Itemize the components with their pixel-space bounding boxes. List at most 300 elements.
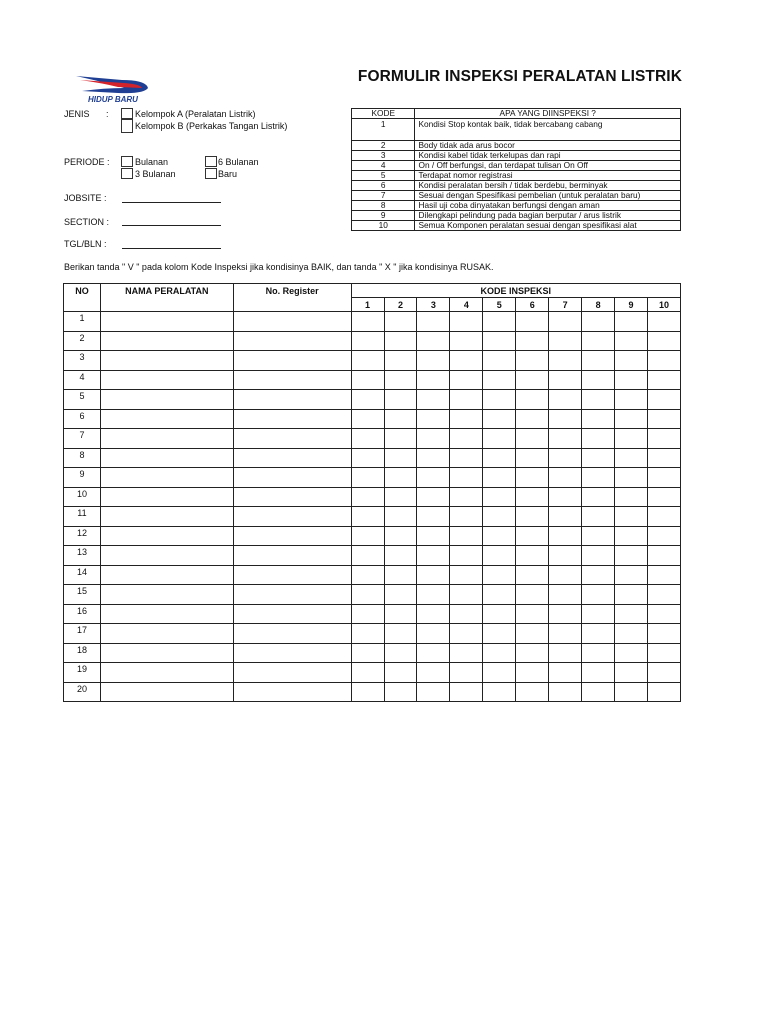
kode-inspeksi-cell[interactable] bbox=[516, 351, 549, 371]
row-number: 2 bbox=[64, 331, 101, 351]
kode-inspeksi-cell[interactable] bbox=[483, 546, 516, 566]
kode-inspeksi-cell[interactable] bbox=[582, 312, 615, 332]
kode-inspeksi-cell[interactable] bbox=[351, 331, 384, 351]
nama-peralatan-cell[interactable] bbox=[100, 487, 233, 507]
kode-inspeksi-cell[interactable] bbox=[384, 585, 417, 605]
kode-inspeksi-cell[interactable] bbox=[450, 409, 483, 429]
instruction-note: Berikan tanda " V " pada kolom Kode Inspeksi jika kondisinya BAIK, dan tanda " X " jika kondisinya RUSAK. bbox=[64, 262, 494, 272]
kode-desc: Hasil uji coba dinyatakan berfungsi dengan aman bbox=[415, 201, 681, 211]
kode-inspeksi-cell[interactable] bbox=[615, 526, 648, 546]
kode-inspeksi-cell[interactable] bbox=[384, 663, 417, 683]
kode-inspeksi-header: KODE INSPEKSI bbox=[351, 284, 680, 298]
kode-col-header: 7 bbox=[549, 298, 582, 312]
kode-inspeksi-cell[interactable] bbox=[615, 370, 648, 390]
kode-inspeksi-cell[interactable] bbox=[615, 546, 648, 566]
kode-inspeksi-cell[interactable] bbox=[648, 663, 681, 683]
tglbln-label: TGL/BLN : bbox=[64, 239, 107, 249]
kode-inspeksi-cell[interactable] bbox=[483, 409, 516, 429]
nama-peralatan-cell[interactable] bbox=[100, 643, 233, 663]
kode-inspeksi-cell[interactable] bbox=[582, 526, 615, 546]
row-number: 13 bbox=[64, 546, 101, 566]
kode-inspeksi-cell[interactable] bbox=[384, 526, 417, 546]
kode-inspeksi-cell[interactable] bbox=[417, 682, 450, 702]
kode-inspeksi-cell[interactable] bbox=[516, 604, 549, 624]
kode-inspeksi-cell[interactable] bbox=[582, 604, 615, 624]
kode-inspeksi-cell[interactable] bbox=[615, 487, 648, 507]
kode-inspeksi-cell[interactable] bbox=[516, 682, 549, 702]
periode-3-bulanan-checkbox[interactable] bbox=[121, 168, 133, 179]
kode-inspeksi-cell[interactable] bbox=[417, 429, 450, 449]
no-register-cell[interactable] bbox=[233, 682, 351, 702]
nama-peralatan-cell[interactable] bbox=[100, 312, 233, 332]
kode-inspeksi-cell[interactable] bbox=[615, 312, 648, 332]
kode-inspeksi-cell[interactable] bbox=[483, 429, 516, 449]
kode-inspeksi-cell[interactable] bbox=[450, 448, 483, 468]
kode-inspeksi-cell[interactable] bbox=[648, 624, 681, 644]
kode-inspeksi-cell[interactable] bbox=[384, 429, 417, 449]
row-number: 3 bbox=[64, 351, 101, 371]
kode-inspeksi-cell[interactable] bbox=[615, 448, 648, 468]
kode-inspeksi-cell[interactable] bbox=[483, 331, 516, 351]
kode-inspeksi-cell[interactable] bbox=[483, 604, 516, 624]
kode-col-header: 5 bbox=[483, 298, 516, 312]
no-register-cell[interactable] bbox=[233, 585, 351, 605]
kode-inspeksi-cell[interactable] bbox=[648, 585, 681, 605]
kode-inspeksi-cell[interactable] bbox=[516, 390, 549, 410]
section-input-line[interactable] bbox=[122, 225, 221, 226]
table-row bbox=[64, 663, 681, 683]
kode-inspeksi-cell[interactable] bbox=[450, 546, 483, 566]
kode-inspeksi-cell[interactable] bbox=[516, 487, 549, 507]
kode-col-header: 9 bbox=[615, 298, 648, 312]
table-row bbox=[64, 507, 681, 527]
kode-inspeksi-cell[interactable] bbox=[615, 682, 648, 702]
kode-inspeksi-cell[interactable] bbox=[582, 643, 615, 663]
kode-inspeksi-cell[interactable] bbox=[648, 390, 681, 410]
kode-inspeksi-cell[interactable] bbox=[582, 624, 615, 644]
kode-inspeksi-cell[interactable] bbox=[549, 624, 582, 644]
no-register-cell[interactable] bbox=[233, 604, 351, 624]
kode-inspeksi-cell[interactable] bbox=[351, 390, 384, 410]
kode-inspeksi-cell[interactable] bbox=[549, 370, 582, 390]
kode-inspeksi-cell[interactable] bbox=[516, 448, 549, 468]
kode-inspeksi-cell[interactable] bbox=[417, 331, 450, 351]
nama-peralatan-cell[interactable] bbox=[100, 390, 233, 410]
kode-inspeksi-cell[interactable] bbox=[384, 390, 417, 410]
kode-inspeksi-cell[interactable] bbox=[384, 565, 417, 585]
kode-inspeksi-cell[interactable] bbox=[450, 624, 483, 644]
table-row bbox=[64, 624, 681, 644]
kode-inspeksi-cell[interactable] bbox=[582, 585, 615, 605]
kode-inspeksi-cell[interactable] bbox=[417, 565, 450, 585]
jobsite-label: JOBSITE : bbox=[64, 193, 107, 203]
kode-inspeksi-cell[interactable] bbox=[615, 663, 648, 683]
jenis-colon: : bbox=[106, 109, 109, 119]
kode-inspeksi-cell[interactable] bbox=[450, 507, 483, 527]
kode-inspeksi-cell[interactable] bbox=[516, 585, 549, 605]
table-row bbox=[64, 585, 681, 605]
kode-inspeksi-cell[interactable] bbox=[384, 546, 417, 566]
periode-baru-checkbox[interactable] bbox=[205, 168, 217, 179]
tglbln-input-line[interactable] bbox=[122, 248, 221, 249]
kode-inspeksi-cell[interactable] bbox=[351, 409, 384, 429]
no-register-cell[interactable] bbox=[233, 643, 351, 663]
kode-inspeksi-cell[interactable] bbox=[483, 624, 516, 644]
kode-inspeksi-cell[interactable] bbox=[450, 643, 483, 663]
kode-inspeksi-cell[interactable] bbox=[549, 585, 582, 605]
kode-inspeksi-cell[interactable] bbox=[615, 331, 648, 351]
kode-inspeksi-cell[interactable] bbox=[582, 507, 615, 527]
kode-inspeksi-cell[interactable] bbox=[351, 546, 384, 566]
kode-inspeksi-cell[interactable] bbox=[648, 370, 681, 390]
kode-inspeksi-cell[interactable] bbox=[615, 351, 648, 371]
kode-inspeksi-cell[interactable] bbox=[417, 507, 450, 527]
kode-inspeksi-cell[interactable] bbox=[516, 624, 549, 644]
kode-inspeksi-cell[interactable] bbox=[384, 312, 417, 332]
kode-cell: 9 bbox=[352, 211, 415, 221]
kode-inspeksi-cell[interactable] bbox=[615, 409, 648, 429]
kode-inspeksi-cell[interactable] bbox=[516, 370, 549, 390]
kode-inspeksi-cell[interactable] bbox=[483, 643, 516, 663]
kode-inspeksi-cell[interactable] bbox=[351, 585, 384, 605]
kode-inspeksi-cell[interactable] bbox=[483, 390, 516, 410]
kode-inspeksi-cell[interactable] bbox=[549, 487, 582, 507]
kode-inspeksi-cell[interactable] bbox=[351, 526, 384, 546]
row-number: 9 bbox=[64, 468, 101, 488]
kode-inspeksi-cell[interactable] bbox=[483, 468, 516, 488]
kode-inspeksi-cell[interactable] bbox=[450, 331, 483, 351]
kode-inspeksi-cell[interactable] bbox=[450, 682, 483, 702]
kode-inspeksi-cell[interactable] bbox=[351, 487, 384, 507]
kode-inspeksi-cell[interactable] bbox=[549, 468, 582, 488]
no-register-cell[interactable] bbox=[233, 468, 351, 488]
kode-inspeksi-cell[interactable] bbox=[417, 546, 450, 566]
kode-inspeksi-cell[interactable] bbox=[384, 624, 417, 644]
kode-inspeksi-cell[interactable] bbox=[417, 370, 450, 390]
nama-peralatan-cell[interactable] bbox=[100, 409, 233, 429]
periode-6-bulanan-checkbox[interactable] bbox=[205, 156, 217, 167]
no-register-cell[interactable] bbox=[233, 429, 351, 449]
kode-inspeksi-cell[interactable] bbox=[549, 390, 582, 410]
kode-inspeksi-cell[interactable] bbox=[450, 312, 483, 332]
table-row bbox=[64, 643, 681, 663]
kode-inspeksi-cell[interactable] bbox=[648, 526, 681, 546]
kode-cell: 6 bbox=[352, 181, 415, 191]
no-register-cell[interactable] bbox=[233, 526, 351, 546]
kode-inspeksi-cell[interactable] bbox=[417, 663, 450, 683]
kode-inspeksi-cell[interactable] bbox=[648, 448, 681, 468]
kode-inspeksi-cell[interactable] bbox=[516, 507, 549, 527]
no-header: NO bbox=[64, 284, 101, 312]
kode-inspeksi-cell[interactable] bbox=[417, 351, 450, 371]
kode-inspeksi-cell[interactable] bbox=[483, 507, 516, 527]
no-register-cell[interactable] bbox=[233, 507, 351, 527]
jenis-option-b-checkbox[interactable] bbox=[121, 119, 133, 133]
nama-peralatan-cell[interactable] bbox=[100, 585, 233, 605]
kode-inspeksi-cell[interactable] bbox=[351, 624, 384, 644]
kode-inspeksi-cell[interactable] bbox=[483, 312, 516, 332]
no-register-cell[interactable] bbox=[233, 370, 351, 390]
no-register-cell[interactable] bbox=[233, 409, 351, 429]
kode-inspeksi-cell[interactable] bbox=[417, 312, 450, 332]
kode-inspeksi-cell[interactable] bbox=[351, 312, 384, 332]
kode-inspeksi-cell[interactable] bbox=[648, 351, 681, 371]
no-register-cell[interactable] bbox=[233, 546, 351, 566]
kode-inspeksi-cell[interactable] bbox=[483, 663, 516, 683]
kode-cell: 8 bbox=[352, 201, 415, 211]
kode-inspeksi-cell[interactable] bbox=[417, 585, 450, 605]
nama-peralatan-cell[interactable] bbox=[100, 604, 233, 624]
kode-inspeksi-cell[interactable] bbox=[450, 604, 483, 624]
kode-inspeksi-cell[interactable] bbox=[417, 643, 450, 663]
no-register-cell[interactable] bbox=[233, 390, 351, 410]
kode-inspeksi-cell[interactable] bbox=[450, 487, 483, 507]
kode-inspeksi-cell[interactable] bbox=[450, 565, 483, 585]
kode-inspeksi-cell[interactable] bbox=[384, 409, 417, 429]
kode-inspeksi-cell[interactable] bbox=[351, 507, 384, 527]
kode-inspeksi-cell[interactable] bbox=[384, 448, 417, 468]
kode-inspeksi-cell[interactable] bbox=[615, 429, 648, 449]
kode-inspeksi-cell[interactable] bbox=[483, 351, 516, 371]
kode-inspeksi-cell[interactable] bbox=[351, 682, 384, 702]
kode-inspeksi-cell[interactable] bbox=[384, 643, 417, 663]
kode-inspeksi-cell[interactable] bbox=[450, 663, 483, 683]
kode-inspeksi-cell[interactable] bbox=[648, 682, 681, 702]
kode-inspeksi-cell[interactable] bbox=[450, 390, 483, 410]
row-number: 16 bbox=[64, 604, 101, 624]
kode-inspeksi-cell[interactable] bbox=[615, 624, 648, 644]
kode-inspeksi-cell[interactable] bbox=[483, 370, 516, 390]
periode-bulanan-checkbox[interactable] bbox=[121, 156, 133, 167]
kode-col-header: 10 bbox=[648, 298, 681, 312]
kode-inspeksi-cell[interactable] bbox=[615, 390, 648, 410]
no-register-cell[interactable] bbox=[233, 487, 351, 507]
kode-inspeksi-cell[interactable] bbox=[516, 429, 549, 449]
kode-inspeksi-cell[interactable] bbox=[516, 565, 549, 585]
kode-col-header: 4 bbox=[450, 298, 483, 312]
nama-peralatan-cell[interactable] bbox=[100, 468, 233, 488]
kode-inspeksi-cell[interactable] bbox=[384, 468, 417, 488]
kode-inspeksi-cell[interactable] bbox=[648, 565, 681, 585]
kode-desc: Kondisi kabel tidak terkelupas dan rapi bbox=[415, 151, 681, 161]
kode-inspeksi-cell[interactable] bbox=[483, 448, 516, 468]
kode-inspeksi-cell[interactable] bbox=[516, 526, 549, 546]
kode-inspeksi-cell[interactable] bbox=[516, 331, 549, 351]
no-register-cell[interactable] bbox=[233, 351, 351, 371]
kode-inspeksi-cell[interactable] bbox=[582, 682, 615, 702]
kode-inspeksi-cell[interactable] bbox=[582, 663, 615, 683]
kode-inspeksi-cell[interactable] bbox=[549, 565, 582, 585]
kode-inspeksi-cell[interactable] bbox=[615, 565, 648, 585]
kode-inspeksi-cell[interactable] bbox=[549, 312, 582, 332]
kode-inspeksi-cell[interactable] bbox=[516, 663, 549, 683]
kode-inspeksi-cell[interactable] bbox=[417, 468, 450, 488]
kode-inspeksi-cell[interactable] bbox=[417, 526, 450, 546]
jobsite-input-line[interactable] bbox=[122, 202, 221, 203]
kode-inspeksi-cell[interactable] bbox=[384, 370, 417, 390]
kode-inspeksi-cell[interactable] bbox=[648, 468, 681, 488]
jenis-option-a-checkbox[interactable] bbox=[121, 108, 133, 119]
kode-inspeksi-cell[interactable] bbox=[516, 643, 549, 663]
kode-cell: 4 bbox=[352, 161, 415, 171]
no-register-cell[interactable] bbox=[233, 312, 351, 332]
nama-peralatan-cell[interactable] bbox=[100, 351, 233, 371]
kode-inspeksi-cell[interactable] bbox=[384, 351, 417, 371]
kode-inspeksi-cell[interactable] bbox=[648, 604, 681, 624]
no-register-cell[interactable] bbox=[233, 565, 351, 585]
kode-inspeksi-cell[interactable] bbox=[417, 487, 450, 507]
kode-inspeksi-cell[interactable] bbox=[516, 409, 549, 429]
kode-inspeksi-cell[interactable] bbox=[582, 429, 615, 449]
form-title: FORMULIR INSPEKSI PERALATAN LISTRIK bbox=[357, 68, 682, 85]
kode-inspeksi-cell[interactable] bbox=[483, 487, 516, 507]
kode-inspeksi-cell[interactable] bbox=[450, 585, 483, 605]
kode-inspeksi-cell[interactable] bbox=[582, 351, 615, 371]
kode-inspeksi-cell[interactable] bbox=[615, 604, 648, 624]
kode-inspeksi-cell[interactable] bbox=[648, 546, 681, 566]
nama-peralatan-cell[interactable] bbox=[100, 624, 233, 644]
kode-inspeksi-cell[interactable] bbox=[648, 487, 681, 507]
table-row bbox=[64, 448, 681, 468]
kode-inspeksi-cell[interactable] bbox=[549, 604, 582, 624]
nama-peralatan-cell[interactable] bbox=[100, 526, 233, 546]
kode-col-header: 1 bbox=[351, 298, 384, 312]
kode-inspeksi-cell[interactable] bbox=[351, 604, 384, 624]
kode-inspeksi-cell[interactable] bbox=[351, 643, 384, 663]
kode-inspeksi-cell[interactable] bbox=[483, 682, 516, 702]
kode-cell: 10 bbox=[352, 221, 415, 231]
nama-peralatan-cell[interactable] bbox=[100, 429, 233, 449]
kode-desc: Dilengkapi pelindung pada bagian berputar / arus listrik bbox=[415, 211, 681, 221]
kode-desc: Kondisi peralatan bersih / tidak berdebu, berminyak bbox=[415, 181, 681, 191]
kode-inspeksi-cell[interactable] bbox=[549, 663, 582, 683]
kode-inspeksi-cell[interactable] bbox=[648, 507, 681, 527]
kode-inspeksi-cell[interactable] bbox=[417, 448, 450, 468]
row-number: 10 bbox=[64, 487, 101, 507]
nama-peralatan-cell[interactable] bbox=[100, 546, 233, 566]
kode-inspeksi-cell[interactable] bbox=[648, 312, 681, 332]
table-row bbox=[64, 429, 681, 449]
no-register-cell[interactable] bbox=[233, 448, 351, 468]
row-number: 17 bbox=[64, 624, 101, 644]
kode-inspeksi-cell[interactable] bbox=[615, 468, 648, 488]
table-row bbox=[64, 312, 681, 332]
kode-inspeksi-cell[interactable] bbox=[582, 409, 615, 429]
no-register-cell[interactable] bbox=[233, 663, 351, 683]
kode-inspeksi-cell[interactable] bbox=[582, 546, 615, 566]
kode-inspeksi-cell[interactable] bbox=[582, 331, 615, 351]
logo-text: HIDUP BARU bbox=[88, 95, 138, 104]
nama-peralatan-cell[interactable] bbox=[100, 331, 233, 351]
kode-inspeksi-cell[interactable] bbox=[648, 643, 681, 663]
kode-inspeksi-cell[interactable] bbox=[549, 643, 582, 663]
kode-inspeksi-cell[interactable] bbox=[351, 351, 384, 371]
kode-inspeksi-cell[interactable] bbox=[450, 351, 483, 371]
no-register-cell[interactable] bbox=[233, 624, 351, 644]
kode-inspeksi-cell[interactable] bbox=[351, 429, 384, 449]
table-row bbox=[64, 487, 681, 507]
kode-inspeksi-cell[interactable] bbox=[483, 565, 516, 585]
kode-inspeksi-cell[interactable] bbox=[483, 526, 516, 546]
kode-inspeksi-cell[interactable] bbox=[549, 331, 582, 351]
kode-inspeksi-cell[interactable] bbox=[351, 565, 384, 585]
kode-inspeksi-cell[interactable] bbox=[549, 682, 582, 702]
row-number: 5 bbox=[64, 390, 101, 410]
kode-inspeksi-cell[interactable] bbox=[450, 526, 483, 546]
nama-peralatan-cell[interactable] bbox=[100, 507, 233, 527]
nama-peralatan-cell[interactable] bbox=[100, 663, 233, 683]
kode-inspeksi-cell[interactable] bbox=[582, 370, 615, 390]
nama-peralatan-cell[interactable] bbox=[100, 370, 233, 390]
kode-inspeksi-cell[interactable] bbox=[615, 643, 648, 663]
kode-inspeksi-cell[interactable] bbox=[351, 448, 384, 468]
kode-inspeksi-cell[interactable] bbox=[582, 468, 615, 488]
kode-inspeksi-cell[interactable] bbox=[615, 585, 648, 605]
kode-inspeksi-cell[interactable] bbox=[351, 663, 384, 683]
no-register-cell[interactable] bbox=[233, 331, 351, 351]
nama-peralatan-cell[interactable] bbox=[100, 565, 233, 585]
kode-inspeksi-cell[interactable] bbox=[549, 409, 582, 429]
kode-inspeksi-cell[interactable] bbox=[516, 312, 549, 332]
kode-inspeksi-cell[interactable] bbox=[648, 409, 681, 429]
row-number: 8 bbox=[64, 448, 101, 468]
kode-inspeksi-cell[interactable] bbox=[549, 351, 582, 371]
kode-cell: 2 bbox=[352, 141, 415, 151]
kode-inspeksi-cell[interactable] bbox=[516, 546, 549, 566]
jenis-option-a-label: Kelompok A (Peralatan Listrik) bbox=[135, 109, 256, 119]
kode-inspeksi-cell[interactable] bbox=[351, 468, 384, 488]
kode-inspeksi-cell[interactable] bbox=[549, 448, 582, 468]
kode-inspeksi-cell[interactable] bbox=[417, 409, 450, 429]
kode-inspeksi-cell[interactable] bbox=[351, 370, 384, 390]
kode-inspeksi-cell[interactable] bbox=[384, 604, 417, 624]
kode-inspeksi-cell[interactable] bbox=[384, 487, 417, 507]
table-row bbox=[64, 390, 681, 410]
kode-inspeksi-cell[interactable] bbox=[450, 468, 483, 488]
kode-inspeksi-cell[interactable] bbox=[384, 507, 417, 527]
kode-inspeksi-cell[interactable] bbox=[648, 429, 681, 449]
kode-cell: 3 bbox=[352, 151, 415, 161]
kode-inspeksi-cell[interactable] bbox=[417, 624, 450, 644]
row-number: 12 bbox=[64, 526, 101, 546]
kode-inspeksi-cell[interactable] bbox=[615, 507, 648, 527]
kode-inspeksi-cell[interactable] bbox=[549, 507, 582, 527]
kode-inspeksi-cell[interactable] bbox=[384, 331, 417, 351]
kode-inspeksi-cell[interactable] bbox=[582, 390, 615, 410]
kode-inspeksi-cell[interactable] bbox=[450, 429, 483, 449]
kode-inspeksi-cell[interactable] bbox=[549, 429, 582, 449]
kode-inspeksi-cell[interactable] bbox=[384, 682, 417, 702]
periode-baru-label: Baru bbox=[218, 169, 238, 179]
kode-inspeksi-cell[interactable] bbox=[417, 390, 450, 410]
kode-inspeksi-cell[interactable] bbox=[582, 448, 615, 468]
kode-inspeksi-cell[interactable] bbox=[549, 526, 582, 546]
kode-desc: On / Off berfungsi, dan terdapat tulisan On Off bbox=[415, 161, 681, 171]
kode-inspeksi-cell[interactable] bbox=[648, 331, 681, 351]
kode-inspeksi-cell[interactable] bbox=[549, 546, 582, 566]
kode-inspeksi-cell[interactable] bbox=[516, 468, 549, 488]
periode-3-bulanan-label: 3 Bulanan bbox=[135, 169, 176, 179]
kode-inspeksi-cell[interactable] bbox=[417, 604, 450, 624]
kode-col-header: 6 bbox=[516, 298, 549, 312]
nama-peralatan-cell[interactable] bbox=[100, 682, 233, 702]
kode-inspeksi-cell[interactable] bbox=[582, 487, 615, 507]
nama-peralatan-cell[interactable] bbox=[100, 448, 233, 468]
kode-inspeksi-cell[interactable] bbox=[483, 585, 516, 605]
kode-inspeksi-cell[interactable] bbox=[582, 565, 615, 585]
section-label: SECTION : bbox=[64, 217, 110, 227]
kode-inspeksi-cell[interactable] bbox=[450, 370, 483, 390]
